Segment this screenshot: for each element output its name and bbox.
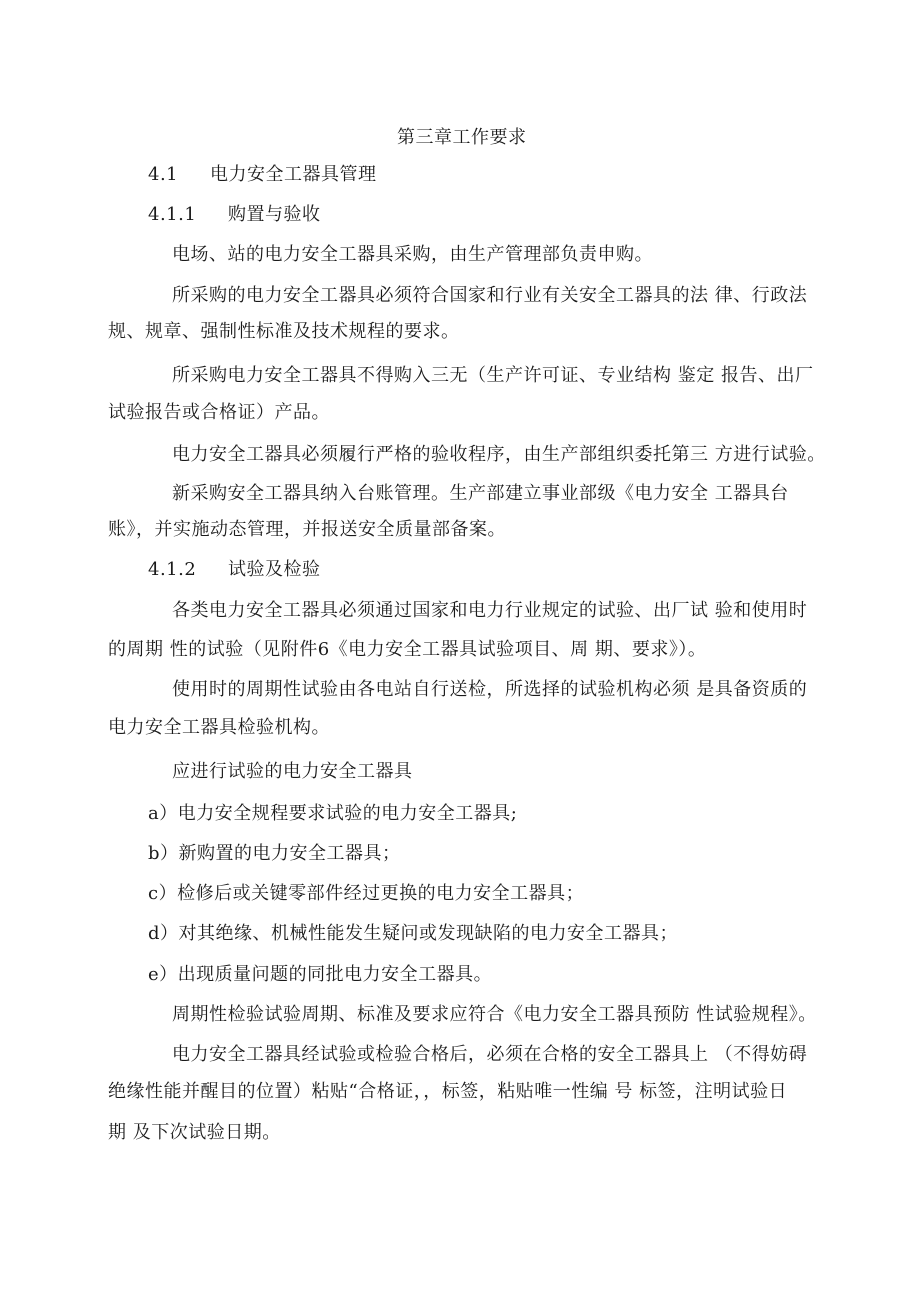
paragraph-line: 电力安全工器具经试验或检验合格后，必须在合格的安全工器具上 （不得妨碍 (172, 1044, 808, 1065)
list-item: d）对其绝缘、机械性能发生疑问或发现缺陷的电力安全工器具； (148, 923, 679, 944)
section-heading-4-1 (148, 163, 377, 187)
paragraph-line: 周期性检验试验周期、标准及要求应符合《电力安全工器具预防 性试验规程》。 (172, 1004, 817, 1025)
list-item: e）出现质量问题的同批电力安全工器具。 (148, 964, 493, 985)
paragraph-line: 绝缘性能并醒目的位置）粘贴“合格证，，标签，粘贴唯一性编 号 标签，注明试验日 (108, 1081, 788, 1102)
section-heading-4-1-1 (148, 203, 321, 227)
paragraph-line: 电力安全工器具检验机构。 (108, 717, 330, 738)
paragraph-line: 所采购的电力安全工器具必须符合国家和行业有关安全工器具的法 律、行政法 (172, 285, 808, 306)
section-number: 4.1.1 (148, 204, 197, 225)
paragraph-line: 期 及下次试验日期。 (108, 1122, 281, 1143)
paragraph-line: 电力安全工器具必须履行严格的验收程序，由生产部组织委托第三 方进行试验。 (172, 444, 826, 465)
paragraph-line: 试验报告或合格证）产品。 (108, 402, 330, 423)
list-item: c）检修后或关键零部件经过更换的电力安全工器具； (148, 883, 585, 904)
paragraph-line: 新采购安全工器具纳入台账管理。生产部建立事业部级《电力安全 工器具台 (172, 483, 789, 504)
paragraph-line: 所采购电力安全工器具不得购入三无（生产许可证、专业结构 鉴定 报告、出厂 (172, 365, 814, 386)
section-heading-4-1-2 (148, 558, 321, 582)
paragraph-line: 规、规章、强制性标准及技术规程的要求。 (108, 321, 460, 342)
chapter-title: 第三章工作要求 (397, 127, 527, 148)
list-item: b）新购置的电力安全工器具； (148, 843, 401, 864)
paragraph-line: 的周期 性的试验（见附件6《电力安全工器具试验项目、周 期、要求》）。 (108, 639, 707, 660)
section-title: 试验及检验 (228, 559, 321, 580)
list-item: a）电力安全规程要求试验的电力安全工器具; (148, 803, 518, 824)
paragraph-line: 使用时的周期性试验由各电站自行送检，所选择的试验机构必须 是具备资质的 (172, 679, 808, 700)
paragraph-line: 应进行试验的电力安全工器具 (172, 761, 413, 782)
paragraph-line: 账》，并实施动态管理，并报送安全质量部备案。 (108, 519, 506, 540)
paragraph-line: 各类电力安全工器具必须通过国家和电力行业规定的试验、出厂试 验和使用时 (172, 600, 808, 621)
section-number: 4.1 (148, 164, 179, 185)
section-title: 电力安全工器具管理 (210, 164, 377, 185)
section-title: 购置与验收 (228, 204, 321, 225)
paragraph-line: 电场、站的电力安全工器具采购，由生产管理部负责申购。 (172, 244, 653, 265)
section-number: 4.1.2 (148, 559, 197, 580)
